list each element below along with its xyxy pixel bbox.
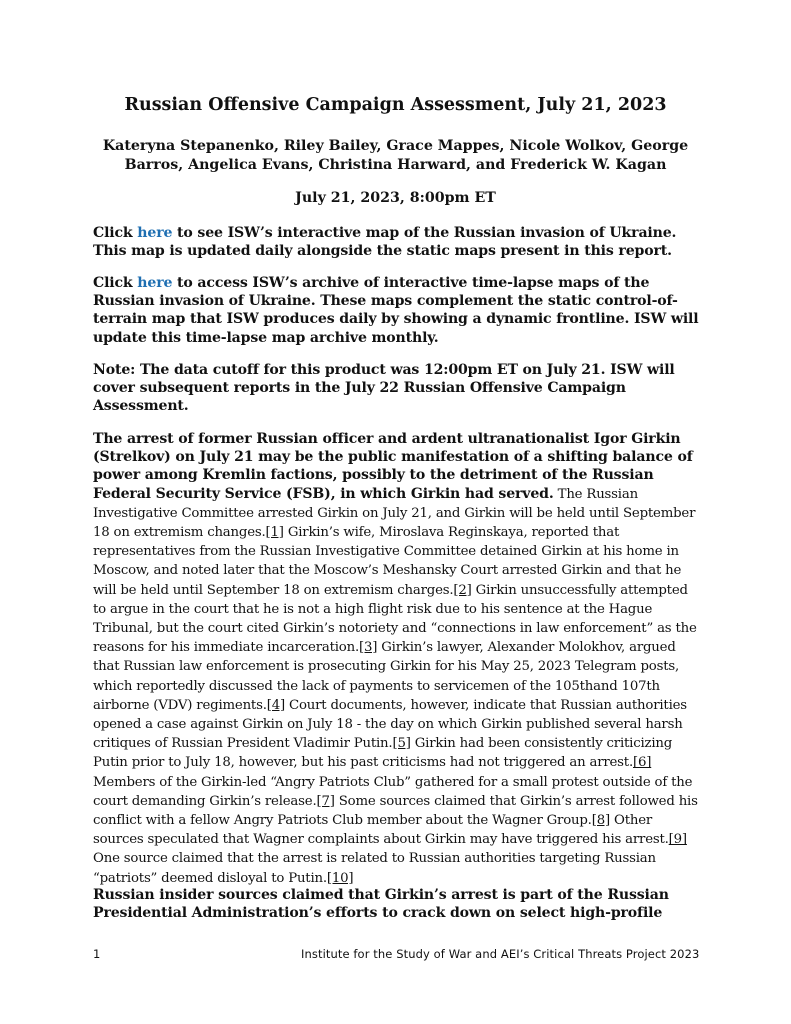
interactive-map-link[interactable]: here [137, 225, 173, 241]
sentence: Girkin’s lawyer, Alexander Molokhov, argued that Russian law enforcement is prosecuting Girkin for his May 25, 2023 Telegram posts, which reportedly discussed the lack of payments to servicemen of the 105thand 107th airborne (VDV) regiments. [93, 640, 680, 713]
author-list: Kateryna Stepanenko, Riley Bailey, Grace Mappes, Nicole Wolkov, George Barros, Angelica Evans, Christina Harward, and Frederick W. Kagan [102, 138, 689, 173]
main-paragraph [93, 430, 703, 888]
archive-notice-pre: Click [93, 275, 138, 291]
sentence: Members of the Girkin-led “Angry Patriots Club” gathered for a small protest outside of the court demanding Girkin’s release. [93, 774, 693, 809]
footnote-link-8[interactable]: [8] [591, 813, 610, 829]
map-notice-pre: Click [93, 225, 138, 241]
footnote-link-10[interactable]: [10] [326, 870, 354, 886]
footnote-link-4[interactable]: [4] [266, 697, 285, 713]
time-lapse-archive-notice [93, 274, 703, 347]
footnote-link-6[interactable]: [6] [632, 755, 652, 771]
interactive-map-notice [93, 224, 703, 260]
sentence: The Russian Investigative Committee arrested Girkin on July 21, and Girkin will be held until September 18 on extremism changes. [93, 486, 696, 541]
footnote-link-1[interactable]: [1] [265, 525, 284, 541]
footnote-link-9[interactable]: [9] [668, 832, 687, 848]
sentence: Girkin unsuccessfully attempted to argue in the court that he is not a high flight risk due to his sentence at the Hague Tribunal, but the court cited Girkin’s notoriety and “connections in law enforcement” as the reasons for his immediate incarceration. [93, 582, 697, 656]
sentence: Girkin’s wife, Miroslava Reginskaya, reported that representatives from the Russian Investigative Committee detained Girkin at his home in Moscow, and noted later that the Moscow’s Meshansky Court arrested Girkin and that he will be held until September 18 on extremism charges. [93, 525, 682, 598]
sentence: Other sources speculated that Wagner complaints about Girkin may have triggered his arrest. [93, 813, 669, 848]
data-cutoff-note: Note: The data cutoff for this product was 12:00pm ET on July 21. ISW will cover subsequent reports in the July 22 Russian Offensive Campaign Assessment. [93, 362, 675, 415]
footnote-link-3[interactable]: [3] [358, 640, 378, 656]
footer-institution: Institute for the Study of War and AEI’s Critical Threats Project 2023 [301, 947, 700, 961]
archive-notice-post: to access ISW’s archive of interactive time-lapse maps of the Russian invasion of Ukraine. These maps complement the static control-of-terrain map that ISW produces daily by showing a dynamic frontline. ISW will update this time-lapse map archive monthly. [93, 275, 699, 346]
time-lapse-archive-link[interactable]: here [137, 275, 173, 291]
sentence: Girkin had been consistently criticizing Putin prior to July 18, however, but his past criticisms had not triggered an arrest. [93, 736, 673, 771]
sentence: One source claimed that the arrest is related to Russian authorities targeting Russian “patriots” deemed disloyal to Putin. [93, 851, 656, 886]
report-date: July 21, 2023, 8:00pm ET [295, 190, 496, 206]
sentence: Court documents, however, indicate that Russian authorities opened a case against Girkin on July 18 - the day on which Girkin published several harsh critiques of Russian President Vladimir Putin. [93, 697, 687, 752]
page-number: 1 [93, 947, 101, 961]
paragraph-lead: The arrest of former Russian officer and ardent ultranationalist Igor Girkin (Strelkov) on July 21 may be the public manifestation of a shifting balance of power among Kremlin factions, possibly to the detriment of the Russian Federal Security Service (FSB), in which Girkin had served. [93, 431, 693, 502]
footnote-link-2[interactable]: [2] [453, 582, 472, 598]
footnote-link-5[interactable]: [5] [392, 736, 411, 752]
sentence: Some sources claimed that Girkin’s arrest followed his conflict with a fellow Angry Patriots Club member about the Wagner Group. [93, 793, 698, 829]
footnote-link-7[interactable]: [7] [316, 793, 335, 809]
page-title: Russian Offensive Campaign Assessment, July 21, 2023 [124, 95, 667, 115]
map-notice-post: to see ISW’s interactive map of the Russian invasion of Ukraine. This map is updated daily alongside the static maps present in this report. [93, 225, 677, 260]
next-paragraph-heading: Russian insider sources claimed that Girkin’s arrest is part of the Russian Presidential Administration’s efforts to crack down on select high-profile [93, 887, 669, 922]
